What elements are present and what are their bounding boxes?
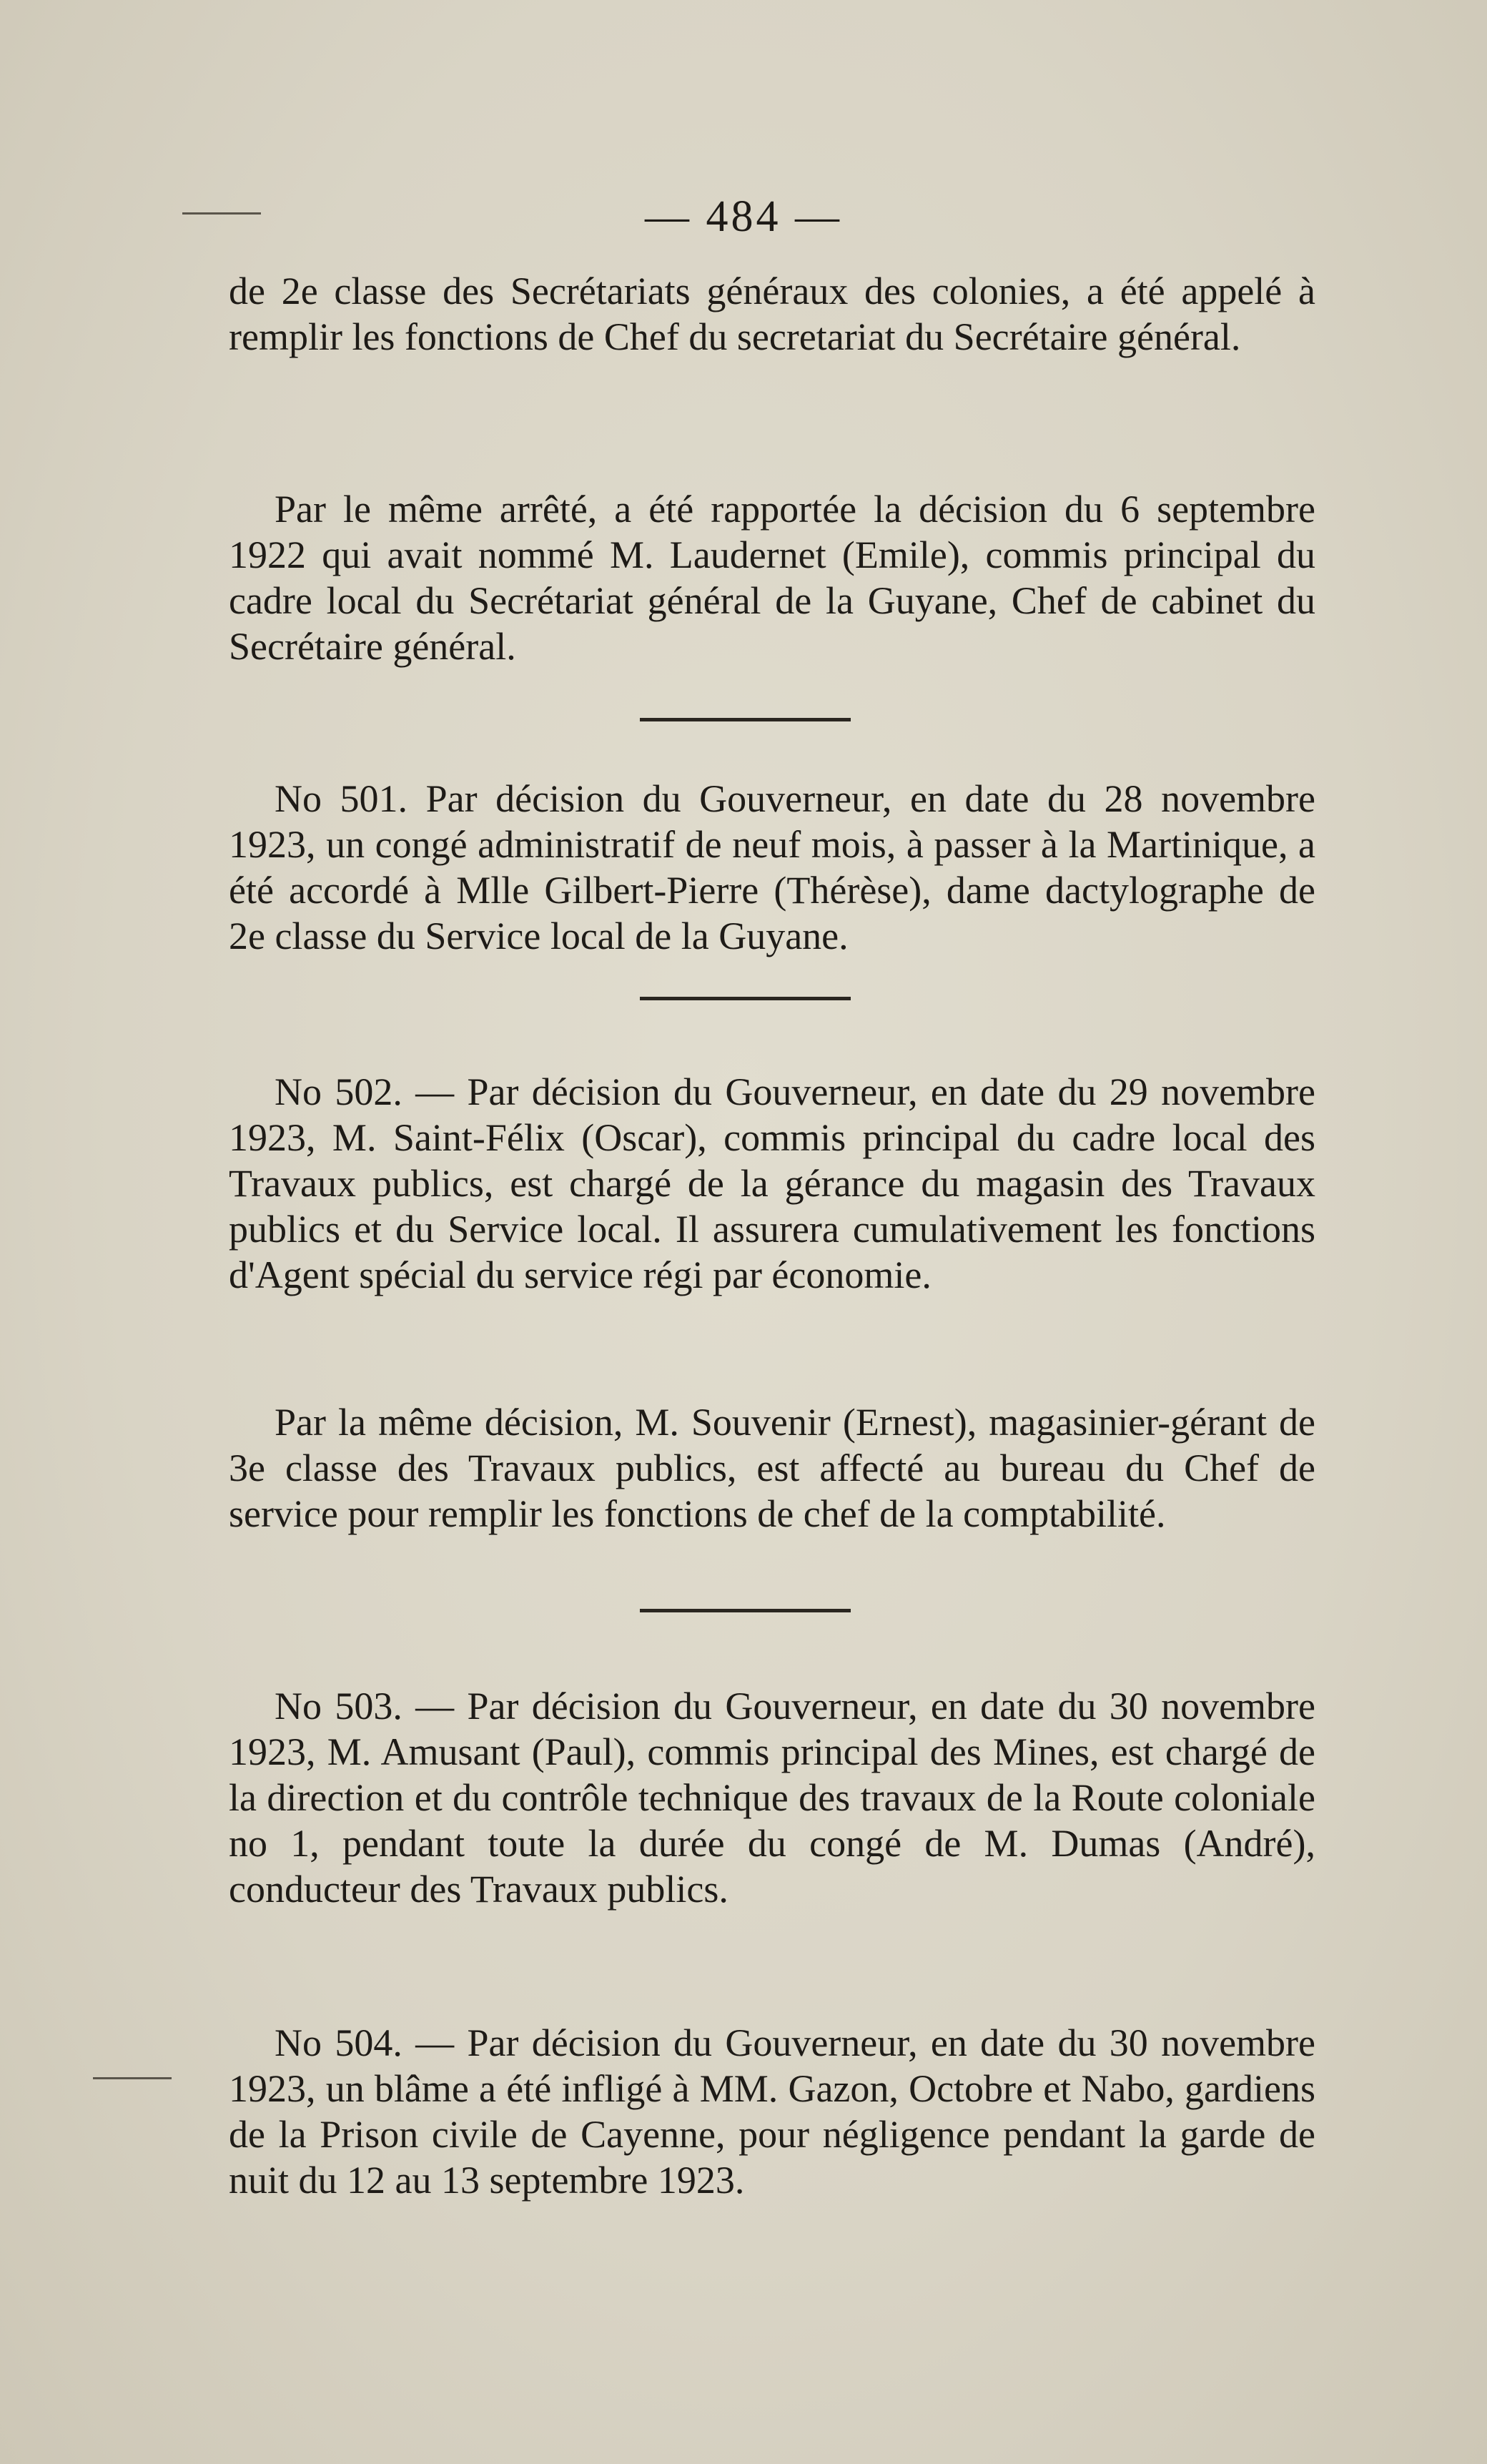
- entry-503: [229, 1683, 1315, 1912]
- entry-501: [229, 776, 1315, 959]
- entry-text: No 504. — Par décision du Gouverneur, en date du 30 novembre 1923, un blâme a été infligé à MM. Gazon, Octobre et Nabo, gardiens de la Prison civile de Cayenne, pour négligence pendant la garde de nuit du 12 au 13 septembre 1923.: [229, 2021, 1315, 2202]
- entry-text: No 502. — Par décision du Gouverneur, en date du 29 novembre 1923, M. Saint-Félix (Oscar), commis principal du cadre local des Travaux publics, est chargé de la gérance du magasin des Travaux publics et du Service local. Il assurera cumulativement les fonctions d'Agent spécial du service régi par économie.: [229, 1070, 1315, 1296]
- entry-continuation: [229, 268, 1315, 360]
- print-mark: [93, 2077, 172, 2079]
- entry-text: No 503. — Par décision du Gouverneur, en date du 30 novembre 1923, M. Amusant (Paul), commis principal des Mines, est chargé de la direction et du contrôle technique des travaux de la Route coloniale no 1, pendant toute la durée du congé de M. Dumas (André), conducteur des Travaux publics.: [229, 1685, 1315, 1911]
- section-divider: [640, 718, 851, 721]
- entry-text: No 501. Par décision du Gouverneur, en date du 28 novembre 1923, un congé administratif de neuf mois, à passer à la Martinique, a été accordé à Mlle Gilbert-Pierre (Thérèse), dame dactylographe de 2e classe du Service local de la Guyane.: [229, 777, 1315, 957]
- entry-text: Par le même arrêté, a été rapportée la décision du 6 septembre 1922 qui avait nommé M. Laudernet (Emile), commis principal du cadre local du Secrétariat général de la Guyane, Chef de cabinet du Secrétaire général.: [229, 488, 1315, 668]
- section-divider: [640, 1609, 851, 1612]
- print-mark: [182, 212, 261, 215]
- entry-504: [229, 2020, 1315, 2203]
- entry-502: [229, 1069, 1315, 1298]
- section-divider: [640, 997, 851, 1000]
- entry-text: de 2e classe des Secrétariats généraux des colonies, a été appelé à remplir les fonctions de Chef du secretariat du Secrétaire général.: [229, 270, 1315, 358]
- entry-502-souvenir: [229, 1399, 1315, 1537]
- entry-laudernet: [229, 486, 1315, 669]
- page-number: — 484 —: [645, 192, 842, 241]
- entry-text: Par la même décision, M. Souvenir (Ernest), magasinier-gérant de 3e classe des Travaux publics, est affecté au bureau du Chef de service pour remplir les fonctions de chef de la comptabilité.: [229, 1401, 1315, 1535]
